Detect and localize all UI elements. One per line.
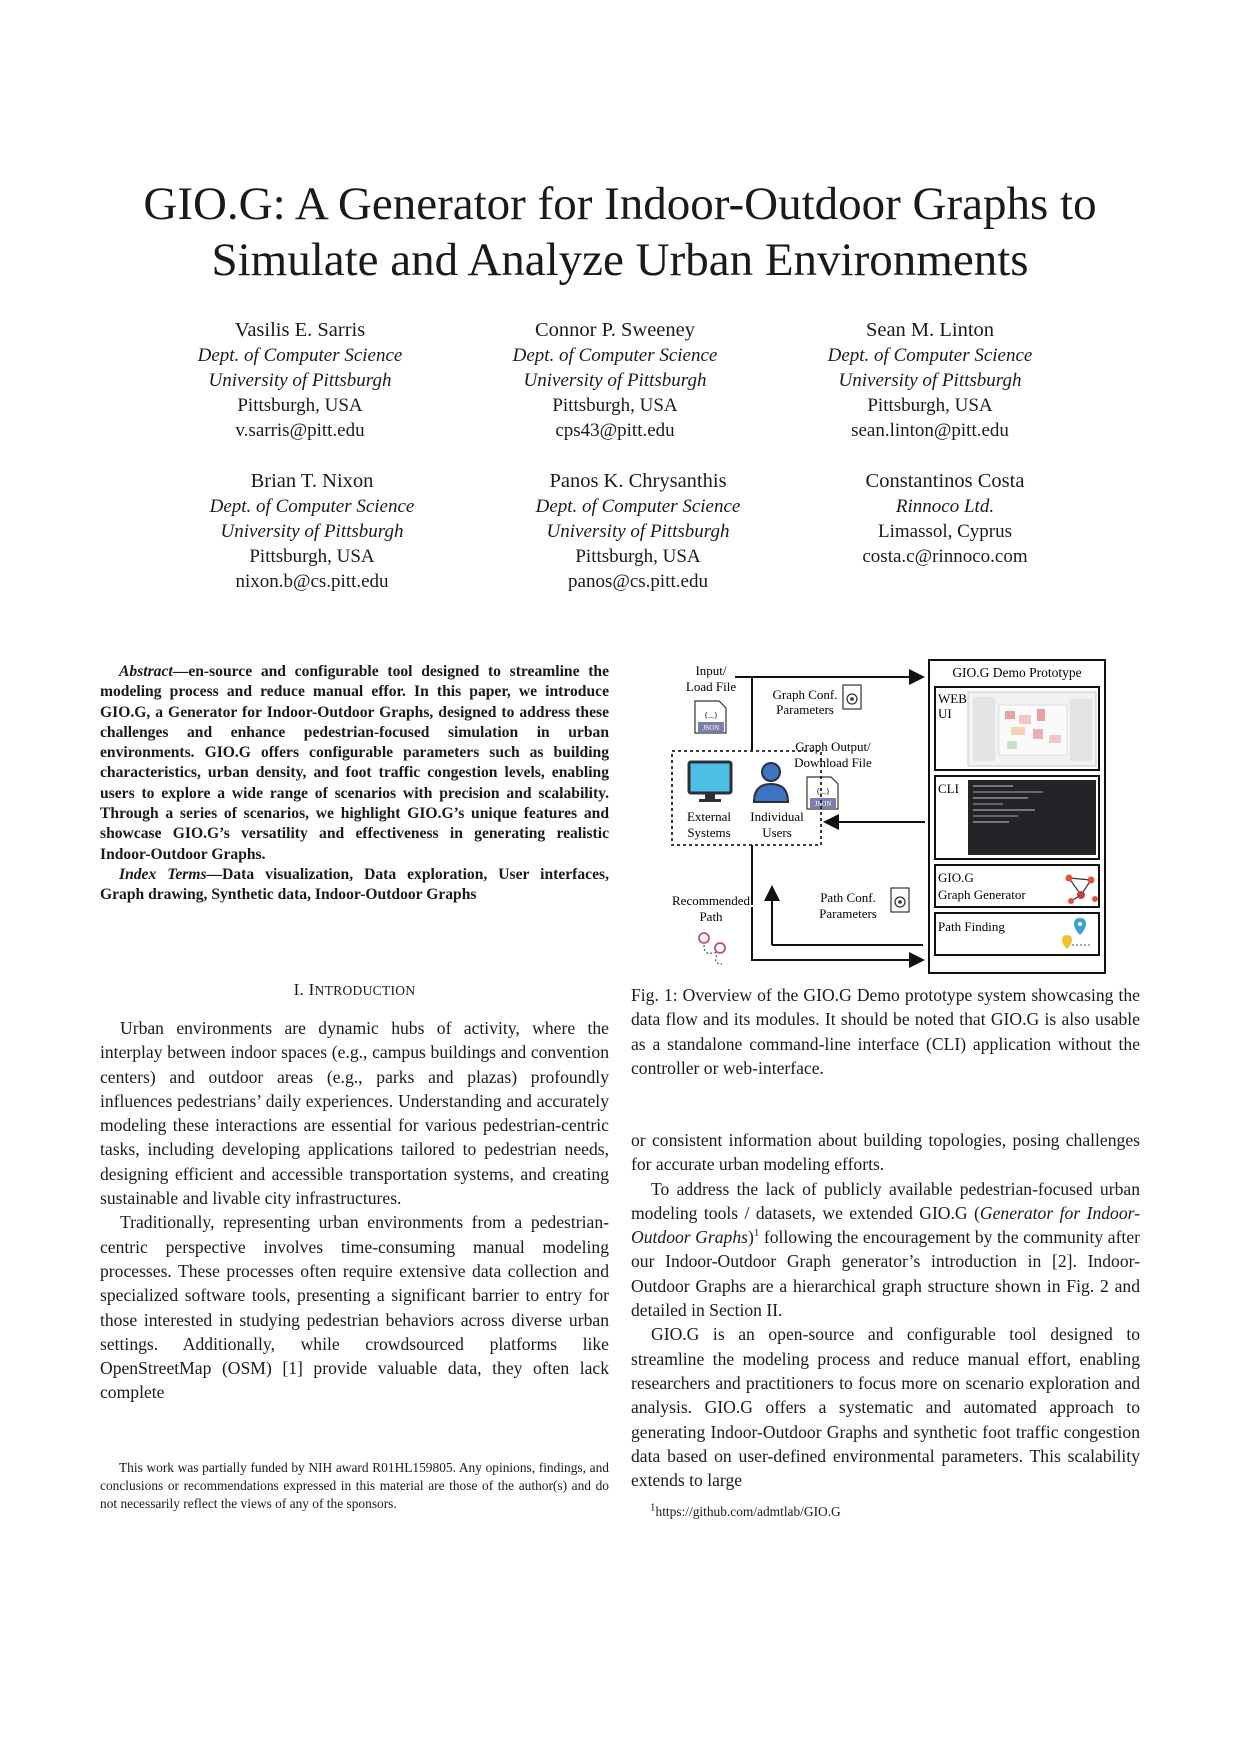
label-individual: Individual [750,809,804,824]
label-cli: CLI [938,781,959,796]
footnote-funding [100,1459,609,1513]
label-graph-conf: Graph Conf. [772,687,838,702]
paragraph: or consistent information about building topologies, posing challenges for accurate urban modeling efforts. [631,1130,1140,1175]
paragraph: Traditionally, representing urban environments from a pedestrian-centric perspective involves time-consuming manual modeling processes. These processes often require extensive data collection and specialized software tools, presenting a significant barrier to entry for those interested in studying pedestrian behaviors across diverse urban settings. Additionally, while crowdsourced platforms like OpenStreetMap (OSM) [1] provide valuable data, they often lack complete [100,1212,609,1403]
label-download-file: Download File [794,755,872,770]
abstract-label: Abstract [119,663,173,680]
document-gear-icon [843,685,861,709]
author-email[interactable]: panos@cs.pitt.edu [568,571,708,592]
intro-column-left [100,1016,609,1405]
paragraph-text: To address the lack of publicly available pedestrian-focused urban modeling tools / datasets, we extended GIO.G ( [631,1178,1140,1223]
route-pin-icon [699,933,725,964]
author-email[interactable]: sean.linton@pitt.edu [851,420,1009,441]
author-location: Limassol, Cyprus [877,521,1013,542]
author-email[interactable]: cps43@pitt.edu [555,420,675,441]
italic-term: Generator for Indoor-Outdoor Graphs [631,1202,1140,1248]
author-block [780,318,1080,443]
label-users: Users [762,825,792,840]
author-email[interactable]: v.sarris@pitt.edu [235,420,365,441]
label-path-finding: Path Finding [938,919,1005,934]
author-org: University of Pittsburgh [220,521,404,542]
user-icon [754,763,788,802]
web-ui-screenshot [968,692,1096,766]
section-title-rest: NTRODUCTION [314,983,416,998]
footnote-text: This work was partially funded by NIH award R01HL159805. Any opinions, findings, and conclusions or recommendations expressed in this material are those of the author(s) and do not necessarily reflect the views of any of the sponsors. [100,1460,609,1511]
label-load-file: Load File [685,679,737,694]
author-email[interactable]: costa.c@rinnoco.com [862,546,1028,567]
author-dept: Dept. of Computer Science [535,496,741,517]
footnote-url [650,1501,841,1520]
author-dept: Rinnoco Ltd. [895,496,995,517]
label-giog: GIO.G [938,870,974,885]
section-number: I. [293,980,309,999]
label-path-params: Parameters [819,906,877,921]
intro-column-right [631,1128,1140,1492]
author-location: Pittsburgh, USA [552,395,678,416]
cli-screenshot [968,780,1096,855]
section-heading-introduction [100,980,609,1000]
figure-caption: Fig. 1: Overview of the GIO.G Demo prototype system showcasing the data flow and its modules. It should be noted that GIO.G is also usable as a standalone command-line interface (CLI) application without the controller or web-interface. [631,985,1140,1078]
author-block [150,318,450,443]
github-link[interactable]: https://github.com/admtlab/GIO.G [655,1504,841,1519]
author-block [465,318,765,443]
monitor-icon [689,762,731,802]
label-external: External [686,809,732,824]
paragraph-text: following the encouragement by the community after our Indoor-Outdoor Graph generator’s introduction in [2]. Indoor-Outdoor Graphs are a hierarchical graph structure shown in Fig. 2 and detailed in Section II. [631,1227,1140,1321]
index-terms-text: —Data visualization, Data exploration, User interfaces, Graph drawing, Synthetic data, Indoor-Outdoor Graphs [100,865,609,904]
author-name: Vasilis E. Sarris [234,319,366,341]
label-ui: UI [938,706,952,721]
author-email[interactable]: nixon.b@cs.pitt.edu [235,571,389,592]
footnote-number: 1 [650,1501,656,1514]
author-dept: Dept. of Computer Science [197,345,403,366]
label-graph-params: Parameters [776,702,834,717]
index-terms-label: Index Terms [119,865,207,883]
label-path: Path [699,909,723,924]
author-org: University of Pittsburgh [838,370,1022,391]
author-name: Panos K. Chrysanthis [549,470,727,492]
label-recommended: Recommended [672,893,750,908]
author-block [488,469,788,594]
author-dept: Dept. of Computer Science [512,345,718,366]
author-location: Pittsburgh, USA [249,546,375,567]
author-location: Pittsburgh, USA [867,395,993,416]
paragraph [631,1177,1140,1323]
label-web: WEB [938,691,967,706]
author-name: Sean M. Linton [865,319,995,341]
json-tag: JSON [814,800,832,808]
label-path-conf: Path Conf. [820,890,876,905]
author-name: Connor P. Sweeney [534,319,695,341]
author-org: University of Pittsburgh [546,521,730,542]
author-dept: Dept. of Computer Science [209,496,415,517]
author-location: Pittsburgh, USA [237,395,363,416]
author-org: University of Pittsburgh [208,370,392,391]
json-tag: JSON [702,724,720,732]
json-brace: {...} [704,711,718,720]
author-name: Constantinos Costa [865,470,1025,492]
paper-title: GIO.G: A Generator for Indoor-Outdoor Graphs to Simulate and Analyze Urban Environments [143,178,1097,286]
section-title-initial: I [308,980,315,999]
label-prototype: GIO.G Demo Prototype [952,665,1082,680]
label-systems: Systems [687,825,731,840]
json-brace: {...} [816,787,830,796]
label-input: Input/ [695,663,727,678]
author-location: Pittsburgh, USA [575,546,701,567]
paragraph-text: ) [747,1227,754,1248]
system-overview-diagram [655,655,1110,980]
json-file-icon [695,701,726,733]
document-gear-icon [891,888,909,912]
label-graph-output: Graph Output/ [795,739,871,754]
author-block [795,469,1095,569]
abstract [100,662,609,906]
author-org: University of Pittsburgh [523,370,707,391]
author-block [162,469,462,594]
json-file-icon [807,777,838,809]
paragraph: Urban environments are dynamic hubs of activity, where the interplay between indoor spaces (e.g., campus buildings and convention centers) and outdoor areas (e.g., parks and plazas) profoundly influences pedestrians’ daily experiences. Understanding and accurately modeling these interactions are essential for various pedestrian-centric tasks, including developing applications tailored to pedestrian needs, designing efficient and accessible transportation systems, and creating sustainable and livable city infrastructures. [100,1018,609,1209]
author-dept: Dept. of Computer Science [827,345,1033,366]
paragraph: GIO.G is an open-source and configurable tool designed to streamline the modeling process and reduce manual effort, enabling researchers and practitioners to focus more on scenario exploration and analysis. GIO.G offers a systematic and automated approach to generating Indoor-Outdoor Graphs and synthetic foot traffic congestion data based on user-defined environmental parameters. This scalability extends to large [631,1324,1140,1491]
footnote-mark[interactable]: 1 [753,1227,760,1240]
author-name: Brian T. Nixon [250,470,374,492]
abstract-text: —en-source and configurable tool designed to streamline the modeling process and reduce manual effor. In this paper, we introduce GIO.G, a Generator for Indoor-Outdoor Graphs, designed to address these challenges and enhance pedestrian-focused simulation in urban environments. GIO.G offers configurable parameters such as building characteristics, urban density, and foot traffic congestion levels, enabling users to explore a wide range of scenarios with precision and scalability. Through a series of scenarios, we highlight GIO.G’s unique features and showcase GIO.G’s versatility and effectiveness in generating realistic Indoor-Outdoor Graphs. [100,663,609,863]
label-graph-generator: Graph Generator [938,887,1026,902]
